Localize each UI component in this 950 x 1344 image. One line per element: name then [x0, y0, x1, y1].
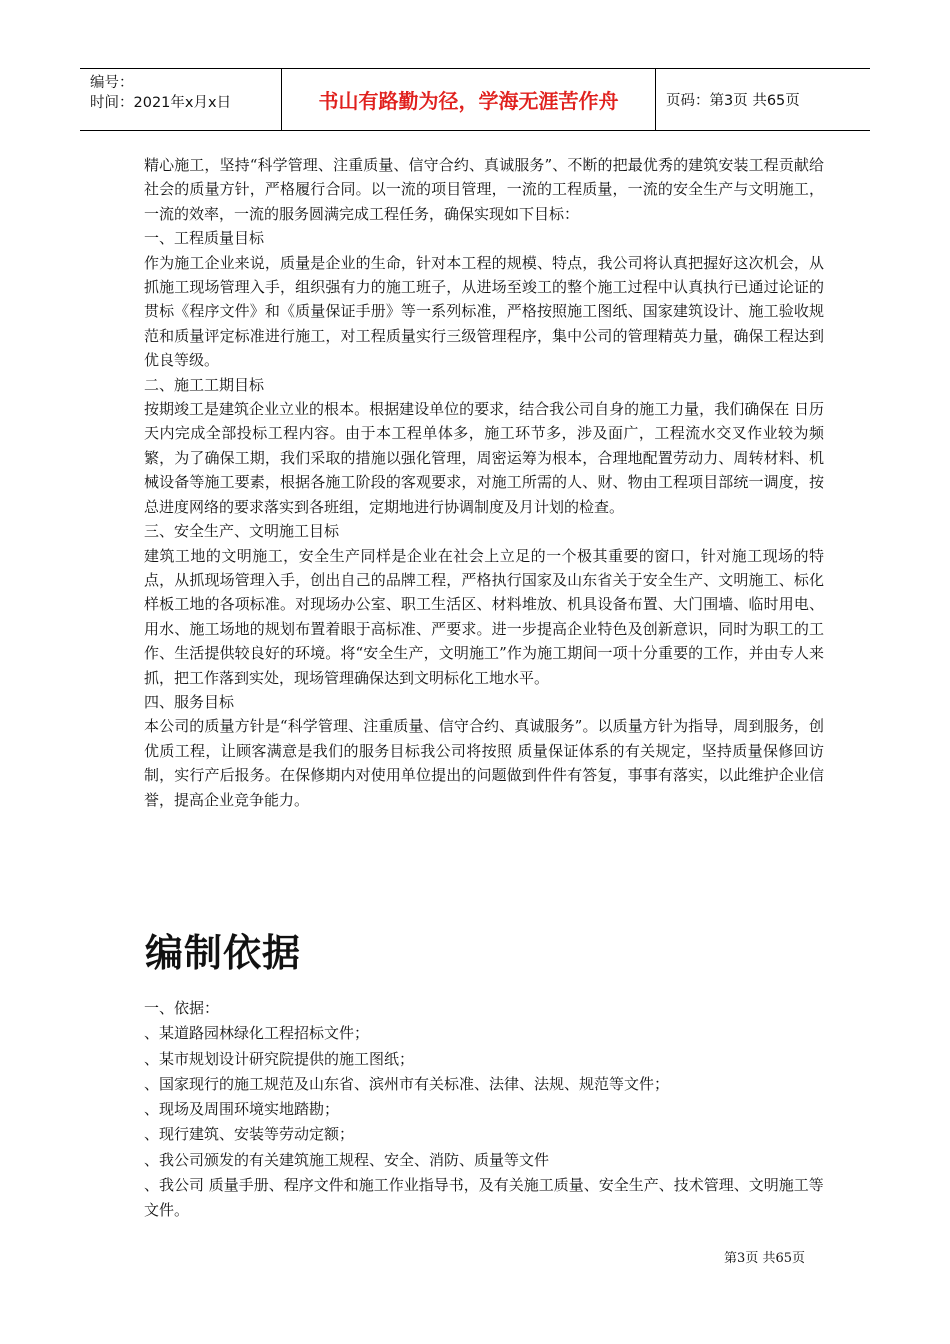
basis-line: 、国家现行的施工规范及山东省、滨州市有关标准、法律、法规、规范等文件； — [144, 1074, 670, 1093]
section-body-service: 本公司的质量方针是“科学管理、注重质量、信守合约、真诚服务”。以质量方针为指导，周到服务，创优质工程，让顾客满意是我们的服务目标我公司将按照 质量保证体系的有关规定，坚持质量保修回访制，实行产后报务。在保修期内对使用单位提出的问题做到件件有答复，事事有落实，以此维护企业信誉，提高企业竞争能力。 — [144, 717, 824, 809]
basis-list — [144, 996, 824, 1224]
document-number-label: 编号： — [90, 75, 134, 91]
section-body-schedule: 按期竣工是建筑企业立业的根本。根据建设单位的要求，结合我公司自身的施工力量，我们确保在 日历天内完成全部投标工程内容。由于本工程单体多，施工环节多，涉及面广，工程流水交叉作业较为频繁，为了确保工期，我们采取的措施以强化管理，周密运筹为根本，合理地配置劳动力、周转材料、机械设备等施工要素，根据各施工阶段的客观要求，对施工所需的人、财、物由工程项目部统一调度，按总进度网络的要求落实到各班组，定期地进行协调制度及月计划的检查。 — [144, 400, 824, 516]
section-body-quality: 作为施工企业来说，质量是企业的生命，针对本工程的规模、特点，我公司将认真把握好这次机会，从抓施工现场管理入手，组织强有力的施工班子，从进场至竣工的整个施工过程中认真执行已通过论证的 贯标《程序文件》和《质量保证手册》等一系列标准，严格按照施工图纸、国家建筑设计、施工验收规范和质量评定标准进行施工，对工程质量实行三级管理程序，集中公司的管理精英力量，确保工程达到优良等级。 — [144, 253, 824, 370]
document-date-label: 时间：2021年x月x日 — [90, 95, 232, 111]
basis-line: 、现行建筑、安装等劳动定额； — [144, 1125, 355, 1144]
header-motto: 书山有路勤为径，学海无涯苦作舟 — [282, 69, 656, 130]
basis-line: 、某道路园林绿化工程招标文件； — [144, 1024, 370, 1043]
section-heading-quality: 一、工程质量目标 — [144, 229, 265, 248]
header-page-label: 页码：第3页 共65页 — [666, 93, 800, 109]
basis-line: 、现场及周围环境实地踏勘； — [144, 1100, 340, 1119]
page-footer: 第3页 共65页 — [724, 1251, 805, 1266]
section-heading-safety: 三、安全生产、文明施工目标 — [144, 522, 340, 541]
section-heading-service: 四、服务目标 — [144, 692, 235, 711]
header-meta — [80, 69, 282, 130]
basis-line: 、某市规划设计研究院提供的施工图纸； — [144, 1049, 415, 1068]
basis-title: 编制依据 — [145, 931, 302, 975]
section-heading-schedule: 二、施工工期目标 — [144, 375, 265, 394]
basis-line: 、我公司颁发的有关建筑施工规程、安全、消防、质量等文件 — [144, 1150, 550, 1169]
main-content — [144, 153, 824, 812]
intro-paragraph: 精心施工，坚持“科学管理、注重质量、信守合约、真诚服务”、不断的把最优秀的建筑安装工程贡献给社会的质量方针，严格履行合同。以一流的项目管理，一流的工程质量，一流的安全生产与文明施工，一流的效率，一流的服务圆满完成工程任务，确保实现如下目标： — [144, 156, 824, 223]
section-body-safety: 建筑工地的文明施工，安全生产同样是企业在社会上立足的一个极其重要的窗口，针对施工现场的特点，从抓现场管理入手，创出自己的品牌工程，严格执行国家及山东省关于安全生产、文明施工、标化样板工地的各项标准。对现场办公室、职工生活区、材料堆放、机具设备布置、大门围墙、临时用电、用水、施工场地的规划布置着眼于高标准、严要求。进一步提高企业特色及创新意识，同时为职工的工作、生活提供较良好的环境。将“安全生产，文明施工”作为施工期间一项十分重要的工作，并由专人来抓，把工作落到实处，现场管理确保达到文明标化工地水平。 — [144, 546, 824, 687]
basis-line: 、我公司 质量手册、程序文件和施工作业指导书，及有关施工质量、安全生产、技术管理、文明施工等文件。 — [144, 1176, 824, 1220]
page-header — [80, 68, 870, 131]
basis-line: 一、依据： — [144, 999, 220, 1017]
